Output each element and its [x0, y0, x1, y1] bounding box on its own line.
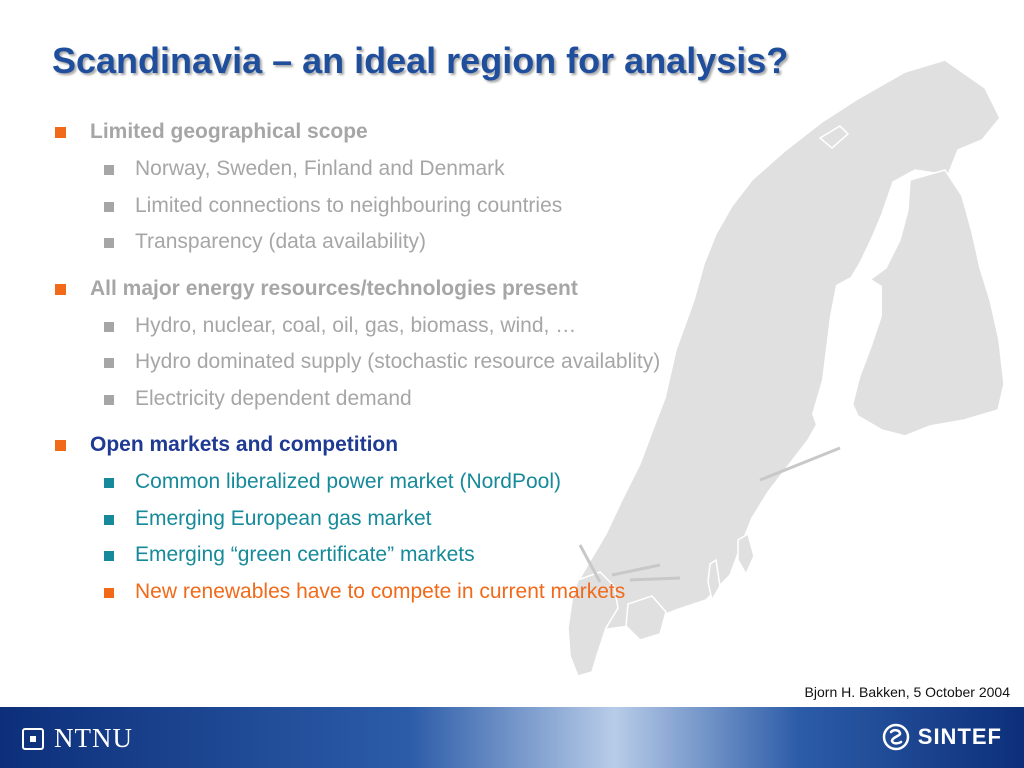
list-item: Norway, Sweden, Finland and Denmark: [135, 157, 505, 180]
list-item: Hydro dominated supply (stochastic resource availablity): [135, 350, 661, 373]
list-item: Transparency (data availability): [135, 230, 427, 253]
ntnu-logo-icon: [22, 728, 44, 750]
square-bullet-icon: [104, 395, 114, 405]
list-item: Emerging “green certificate” markets: [135, 543, 475, 566]
list-item: Common liberalized power market (NordPool): [135, 470, 561, 493]
list-item: Electricity dependent demand: [135, 387, 412, 410]
sintef-logo-icon: [882, 723, 910, 751]
ntnu-logo: [22, 723, 133, 754]
list-item: New renewables have to compete in current markets: [135, 580, 626, 603]
square-bullet-icon: [55, 127, 66, 138]
square-bullet-icon: [104, 322, 114, 332]
footer-bar: [0, 707, 1024, 768]
ntnu-logo-text: NTNU: [54, 723, 133, 753]
square-bullet-icon: [104, 358, 114, 368]
square-bullet-icon: [104, 202, 114, 212]
list-item: Emerging European gas market: [135, 507, 432, 530]
square-bullet-icon: [104, 165, 114, 175]
section-heading: Open markets and competition: [90, 433, 399, 456]
section-heading: Limited geographical scope: [90, 120, 368, 143]
sintef-logo-text: SINTEF: [917, 724, 1002, 749]
list-item: Limited connections to neighbouring countries: [135, 194, 563, 217]
square-bullet-icon: [104, 238, 114, 248]
square-bullet-icon: [55, 440, 66, 451]
square-bullet-icon: [104, 551, 114, 561]
square-bullet-icon: [104, 588, 114, 598]
sintef-logo: [882, 723, 1002, 751]
list-item: Hydro, nuclear, coal, oil, gas, biomass, wind, …: [135, 314, 577, 337]
square-bullet-icon: [55, 284, 66, 295]
section-heading: All major energy resources/technologies present: [90, 277, 578, 300]
square-bullet-icon: [104, 515, 114, 525]
square-bullet-icon: [104, 478, 114, 488]
slide-title: Scandinavia – an ideal region for analysis?: [52, 40, 789, 81]
author-date-credit: Bjorn H. Bakken, 5 October 2004: [804, 684, 1010, 700]
